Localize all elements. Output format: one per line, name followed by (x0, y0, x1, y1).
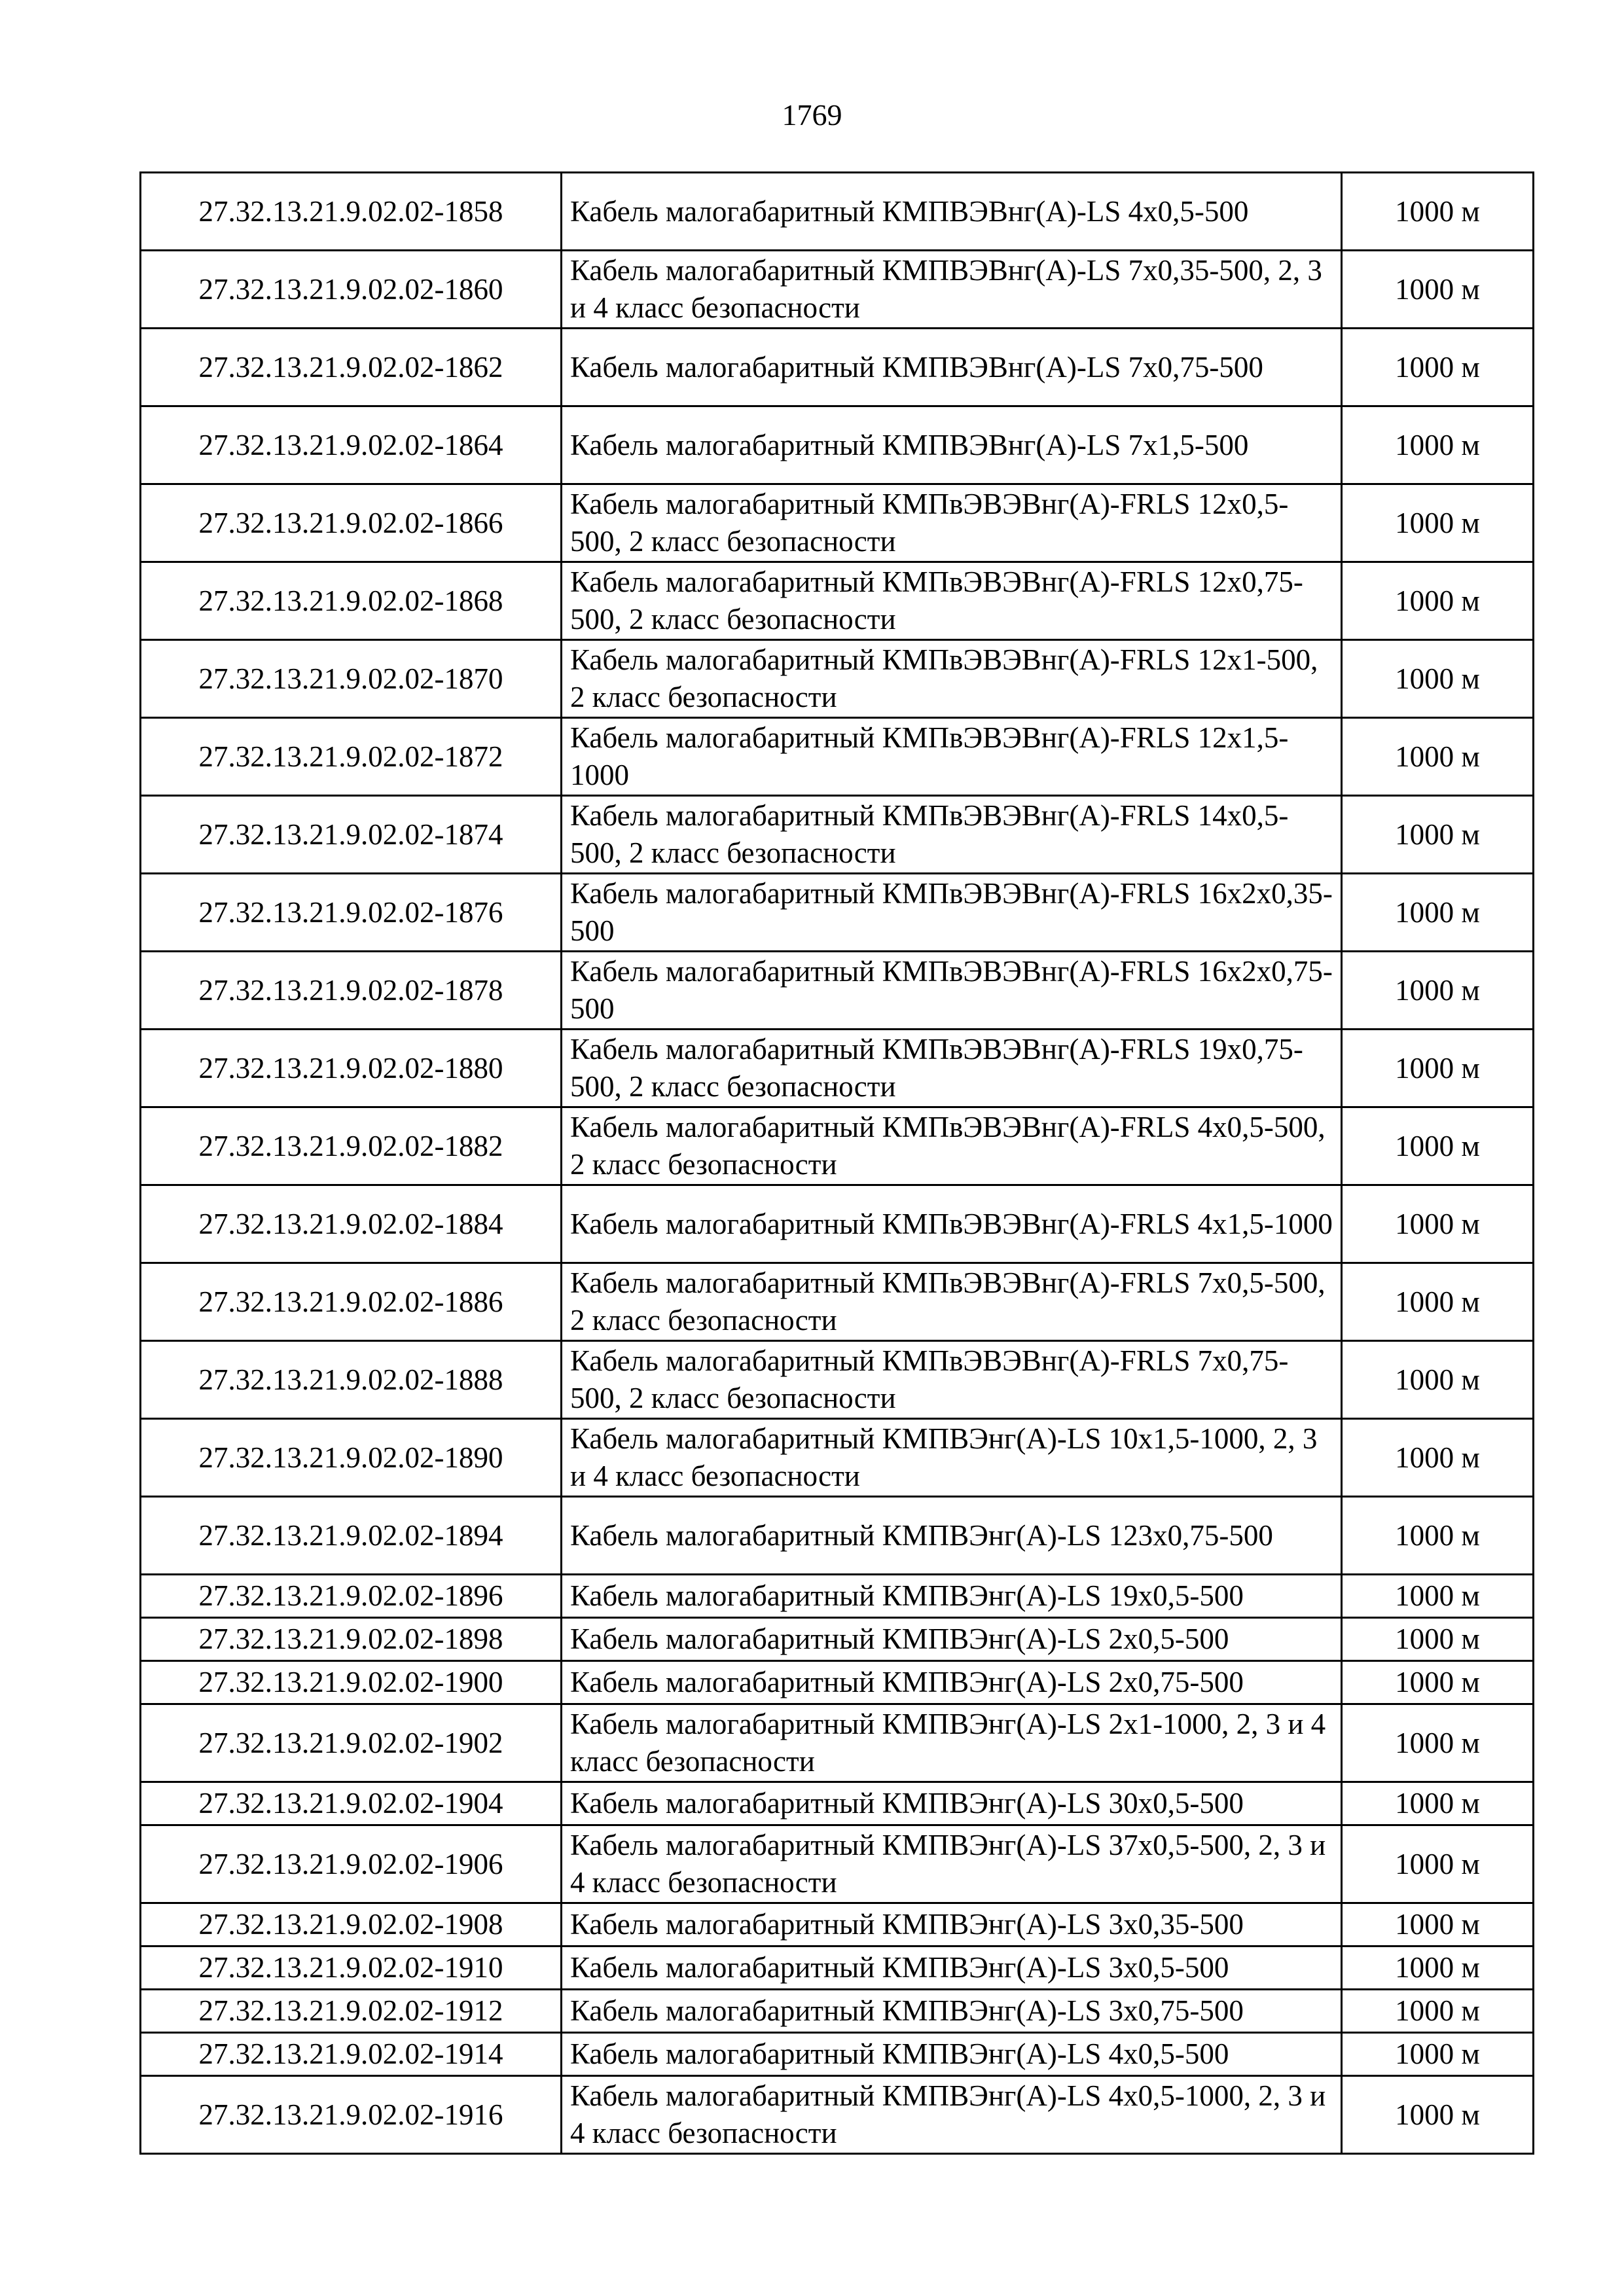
unit-cell: 1000 м (1342, 718, 1534, 796)
code-cell: 27.32.13.21.9.02.02-1858 (141, 173, 562, 251)
unit-cell: 1000 м (1342, 1946, 1534, 1990)
code-cell: 27.32.13.21.9.02.02-1904 (141, 1782, 562, 1825)
code-cell: 27.32.13.21.9.02.02-1880 (141, 1030, 562, 1107)
code-cell: 27.32.13.21.9.02.02-1870 (141, 640, 562, 718)
table-row (141, 1903, 1534, 1946)
description-cell: Кабель малогабаритный КМПВЭнг(А)-LS 10х1,5-1000, 2, 3 и 4 класс безопасности (562, 1419, 1342, 1497)
description-cell: Кабель малогабаритный КМПВЭнг(А)-LS 2х0,75-500 (562, 1661, 1342, 1704)
description-cell: Кабель малогабаритный КМПВЭнг(А)-LS 123х0,75-500 (562, 1497, 1342, 1575)
unit-cell: 1000 м (1342, 1341, 1534, 1419)
table-row (141, 796, 1534, 874)
code-cell: 27.32.13.21.9.02.02-1874 (141, 796, 562, 874)
unit-cell: 1000 м (1342, 329, 1534, 406)
unit-cell: 1000 м (1342, 1661, 1534, 1704)
table-row (141, 484, 1534, 562)
description-cell: Кабель малогабаритный КМПВЭнг(А)-LS 37х0,5-500, 2, 3 и 4 класс безопасности (562, 1825, 1342, 1903)
table-row (141, 1185, 1534, 1263)
description-cell: Кабель малогабаритный КМПвЭВЭВнг(А)-FRLS 12х0,75-500, 2 класс безопасности (562, 562, 1342, 640)
table-row (141, 1704, 1534, 1782)
unit-cell: 1000 м (1342, 640, 1534, 718)
table-row (141, 1341, 1534, 1419)
code-cell: 27.32.13.21.9.02.02-1866 (141, 484, 562, 562)
table-row (141, 329, 1534, 406)
table-row (141, 1618, 1534, 1661)
code-cell: 27.32.13.21.9.02.02-1886 (141, 1263, 562, 1341)
unit-cell: 1000 м (1342, 1704, 1534, 1782)
code-cell: 27.32.13.21.9.02.02-1888 (141, 1341, 562, 1419)
code-cell: 27.32.13.21.9.02.02-1902 (141, 1704, 562, 1782)
unit-cell: 1000 м (1342, 1497, 1534, 1575)
unit-cell: 1000 м (1342, 1618, 1534, 1661)
unit-cell: 1000 м (1342, 1419, 1534, 1497)
code-cell: 27.32.13.21.9.02.02-1864 (141, 406, 562, 484)
unit-cell: 1000 м (1342, 562, 1534, 640)
unit-cell: 1000 м (1342, 1185, 1534, 1263)
unit-cell: 1000 м (1342, 2076, 1534, 2154)
table-row (141, 562, 1534, 640)
unit-cell: 1000 м (1342, 484, 1534, 562)
code-cell: 27.32.13.21.9.02.02-1906 (141, 1825, 562, 1903)
table-row (141, 1946, 1534, 1990)
description-cell: Кабель малогабаритный КМПвЭВЭВнг(А)-FRLS 16х2х0,75-500 (562, 952, 1342, 1030)
unit-cell: 1000 м (1342, 1107, 1534, 1185)
description-cell: Кабель малогабаритный КМПВЭнг(А)-LS 4х0,5-500 (562, 2033, 1342, 2076)
description-cell: Кабель малогабаритный КМПВЭнг(А)-LS 3х0,5-500 (562, 1946, 1342, 1990)
description-cell: Кабель малогабаритный КМПвЭВЭВнг(А)-FRLS 4х1,5-1000 (562, 1185, 1342, 1263)
unit-cell: 1000 м (1342, 796, 1534, 874)
unit-cell: 1000 м (1342, 1825, 1534, 1903)
description-cell: Кабель малогабаритный КМПвЭВЭВнг(А)-FRLS 12х1,5-1000 (562, 718, 1342, 796)
code-cell: 27.32.13.21.9.02.02-1916 (141, 2076, 562, 2154)
description-cell: Кабель малогабаритный КМПВЭнг(А)-LS 2х1-1000, 2, 3 и 4 класс безопасности (562, 1704, 1342, 1782)
code-cell: 27.32.13.21.9.02.02-1900 (141, 1661, 562, 1704)
code-cell: 27.32.13.21.9.02.02-1878 (141, 952, 562, 1030)
table-row (141, 1030, 1534, 1107)
code-cell: 27.32.13.21.9.02.02-1890 (141, 1419, 562, 1497)
description-cell: Кабель малогабаритный КМПВЭнг(А)-LS 30х0,5-500 (562, 1782, 1342, 1825)
description-cell: Кабель малогабаритный КМПВЭВнг(А)-LS 7х0,35-500, 2, 3 и 4 класс безопасности (562, 251, 1342, 329)
table-row (141, 173, 1534, 251)
description-cell: Кабель малогабаритный КМПвЭВЭВнг(А)-FRLS 12х0,5-500, 2 класс безопасности (562, 484, 1342, 562)
code-cell: 27.32.13.21.9.02.02-1914 (141, 2033, 562, 2076)
unit-cell: 1000 м (1342, 1030, 1534, 1107)
table-row (141, 1497, 1534, 1575)
table-body (141, 173, 1534, 2154)
unit-cell: 1000 м (1342, 1782, 1534, 1825)
table-row (141, 1107, 1534, 1185)
table-row (141, 2076, 1534, 2154)
table-row (141, 952, 1534, 1030)
description-cell: Кабель малогабаритный КМПВЭВнг(А)-LS 7х0,75-500 (562, 329, 1342, 406)
table-row (141, 1782, 1534, 1825)
table-row (141, 1825, 1534, 1903)
price-table (139, 171, 1534, 2155)
code-cell: 27.32.13.21.9.02.02-1862 (141, 329, 562, 406)
unit-cell: 1000 м (1342, 1263, 1534, 1341)
unit-cell: 1000 м (1342, 1903, 1534, 1946)
description-cell: Кабель малогабаритный КМПвЭВЭВнг(А)-FRLS 14х0,5-500, 2 класс безопасности (562, 796, 1342, 874)
code-cell: 27.32.13.21.9.02.02-1898 (141, 1618, 562, 1661)
code-cell: 27.32.13.21.9.02.02-1894 (141, 1497, 562, 1575)
unit-cell: 1000 м (1342, 952, 1534, 1030)
code-cell: 27.32.13.21.9.02.02-1882 (141, 1107, 562, 1185)
description-cell: Кабель малогабаритный КМПвЭВЭВнг(А)-FRLS 16х2х0,35-500 (562, 874, 1342, 952)
table-row (141, 718, 1534, 796)
description-cell: Кабель малогабаритный КМПВЭВнг(А)-LS 7х1,5-500 (562, 406, 1342, 484)
table-row (141, 1990, 1534, 2033)
code-cell: 27.32.13.21.9.02.02-1912 (141, 1990, 562, 2033)
unit-cell: 1000 м (1342, 1990, 1534, 2033)
unit-cell: 1000 м (1342, 173, 1534, 251)
unit-cell: 1000 м (1342, 406, 1534, 484)
table-row (141, 1661, 1534, 1704)
description-cell: Кабель малогабаритный КМПвЭВЭВнг(А)-FRLS 12х1-500, 2 класс безопасности (562, 640, 1342, 718)
description-cell: Кабель малогабаритный КМПвЭВЭВнг(А)-FRLS 19х0,75-500, 2 класс безопасности (562, 1030, 1342, 1107)
unit-cell: 1000 м (1342, 251, 1534, 329)
table-row (141, 251, 1534, 329)
code-cell: 27.32.13.21.9.02.02-1868 (141, 562, 562, 640)
description-cell: Кабель малогабаритный КМПВЭнг(А)-LS 3х0,75-500 (562, 1990, 1342, 2033)
table-row (141, 1419, 1534, 1497)
unit-cell: 1000 м (1342, 874, 1534, 952)
description-cell: Кабель малогабаритный КМПвЭВЭВнг(А)-FRLS 7х0,75-500, 2 класс безопасности (562, 1341, 1342, 1419)
table-row (141, 1575, 1534, 1618)
unit-cell: 1000 м (1342, 1575, 1534, 1618)
code-cell: 27.32.13.21.9.02.02-1872 (141, 718, 562, 796)
description-cell: Кабель малогабаритный КМПВЭнг(А)-LS 3х0,35-500 (562, 1903, 1342, 1946)
code-cell: 27.32.13.21.9.02.02-1908 (141, 1903, 562, 1946)
description-cell: Кабель малогабаритный КМПВЭнг(А)-LS 4х0,5-1000, 2, 3 и 4 класс безопасности (562, 2076, 1342, 2154)
code-cell: 27.32.13.21.9.02.02-1896 (141, 1575, 562, 1618)
table-row (141, 2033, 1534, 2076)
description-cell: Кабель малогабаритный КМПВЭнг(А)-LS 19х0,5-500 (562, 1575, 1342, 1618)
code-cell: 27.32.13.21.9.02.02-1910 (141, 1946, 562, 1990)
table-row (141, 640, 1534, 718)
page-number: 1769 (782, 98, 842, 132)
table-row (141, 1263, 1534, 1341)
description-cell: Кабель малогабаритный КМПВЭнг(А)-LS 2х0,5-500 (562, 1618, 1342, 1661)
description-cell: Кабель малогабаритный КМПвЭВЭВнг(А)-FRLS 7х0,5-500, 2 класс безопасности (562, 1263, 1342, 1341)
code-cell: 27.32.13.21.9.02.02-1876 (141, 874, 562, 952)
unit-cell: 1000 м (1342, 2033, 1534, 2076)
code-cell: 27.32.13.21.9.02.02-1884 (141, 1185, 562, 1263)
code-cell: 27.32.13.21.9.02.02-1860 (141, 251, 562, 329)
table-row (141, 406, 1534, 484)
description-cell: Кабель малогабаритный КМПвЭВЭВнг(А)-FRLS 4х0,5-500, 2 класс безопасности (562, 1107, 1342, 1185)
table-row (141, 874, 1534, 952)
description-cell: Кабель малогабаритный КМПВЭВнг(А)-LS 4х0,5-500 (562, 173, 1342, 251)
